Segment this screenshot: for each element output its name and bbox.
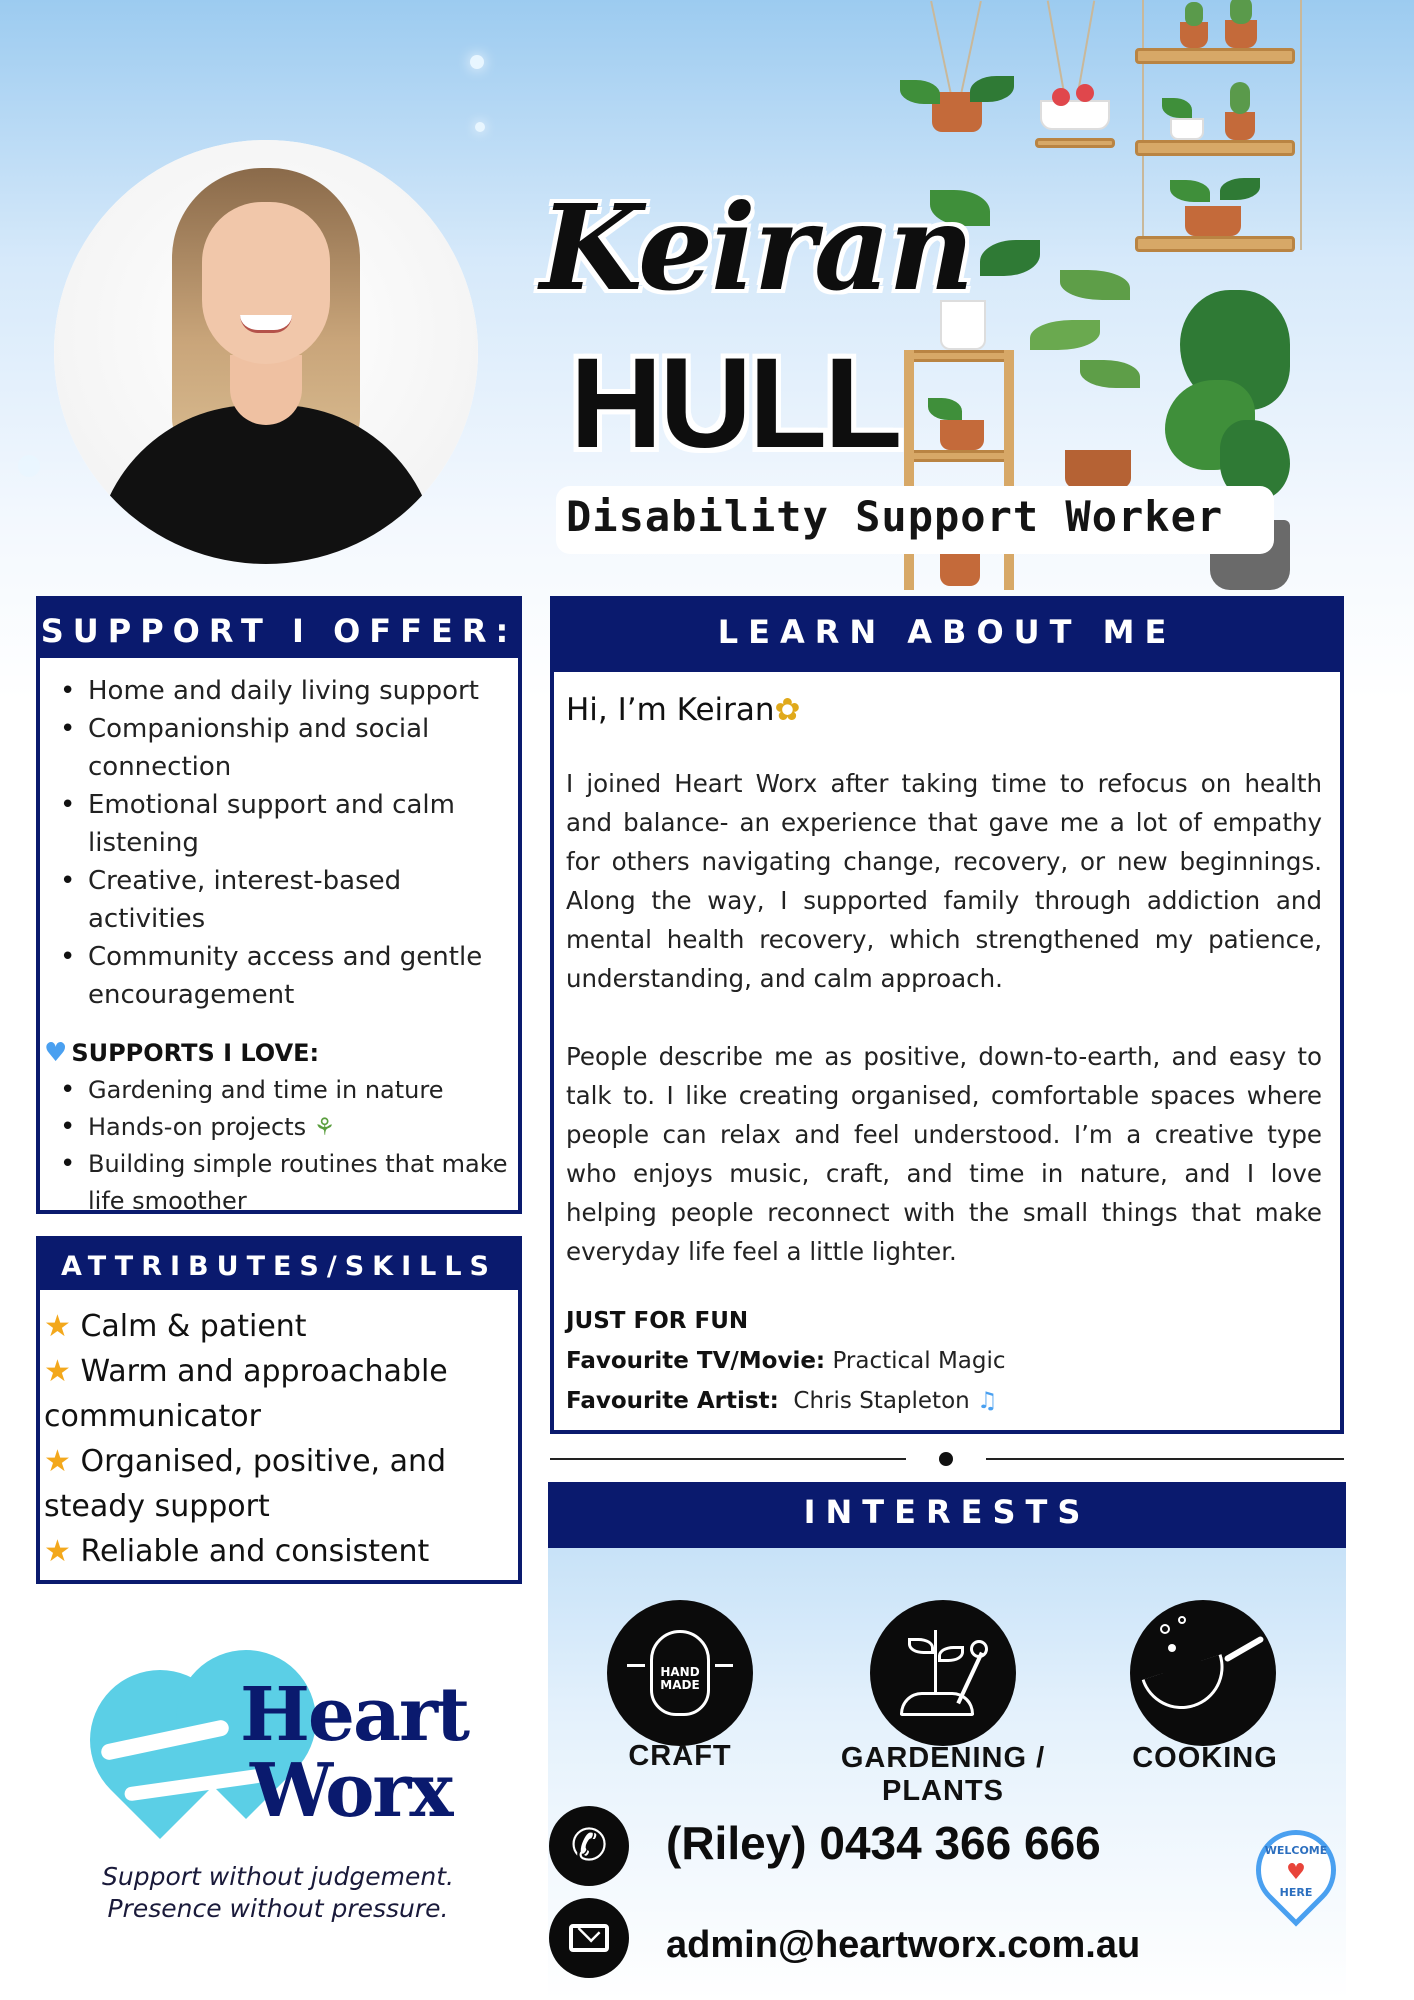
list-item: • Gardening and time in nature	[40, 1072, 508, 1109]
plant-trowel-icon	[870, 1600, 1016, 1746]
brand-name-line1: Heart	[240, 1672, 469, 1758]
fav-tv: Favourite TV/Movie: Practical Magic	[566, 1348, 1006, 1374]
brand-name-line2: Worx	[250, 1748, 452, 1834]
job-title-box	[556, 486, 1274, 554]
job-title: Disability Support Worker	[566, 492, 1224, 541]
attributes-title: ATTRIBUTES/SKILLS	[40, 1240, 518, 1294]
support-offer-list	[40, 672, 508, 1014]
first-name: Keiran	[540, 178, 973, 317]
star-icon: ★	[44, 1534, 71, 1569]
attributes-panel	[36, 1236, 522, 1584]
learn-about-title: LEARN ABOUT ME	[554, 600, 1340, 672]
star-icon: ★	[44, 1444, 71, 1479]
email-address[interactable]: admin@heartworx.com.au	[666, 1924, 1141, 1966]
interests-title: INTERESTS	[548, 1482, 1346, 1548]
profile-photo	[54, 140, 478, 564]
support-offer-panel	[36, 596, 522, 1214]
supports-love-list	[40, 1072, 508, 1220]
learn-paragraph-2: People describe me as positive, down-to-earth, and easy to talk to. I like creating organised, comfortable spaces where people can relax and feel understood. I’m a creative type who enjoys music, craft, and time in nature, and I love helping people reconnect with the small things that make everyday life feel a little lighter.	[566, 1042, 1322, 1266]
welcome-here-badge: WELCOME ♥ HERE	[1256, 1830, 1336, 1940]
list-item: • Building simple routines that make life smoother	[40, 1146, 508, 1220]
greeting: Hi, I’m Keiran✿	[566, 692, 801, 728]
supports-love-title: SUPPORTS I LOVE:	[71, 1039, 320, 1067]
learn-about-panel	[550, 596, 1344, 1434]
fun-title: JUST FOR FUN	[566, 1308, 749, 1334]
bubble-decoration	[18, 455, 40, 477]
seedling-icon: ⚘	[313, 1113, 336, 1141]
bubble-decoration	[470, 55, 484, 69]
last-name: HULL	[570, 332, 900, 475]
interest-label-gardening: GARDENING / PLANTS	[840, 1742, 1046, 1807]
interest-label-cooking: COOKING	[1132, 1742, 1278, 1774]
attribute-item: ★ Warm and approachable communicator	[44, 1354, 448, 1434]
brand-tagline-1: Support without judgement.	[102, 1862, 454, 1891]
star-icon: ★	[44, 1354, 71, 1389]
list-item: • Creative, interest-based activities	[40, 862, 508, 938]
handmade-hand-icon: HAND MADE	[607, 1600, 753, 1746]
learn-paragraph-1: I joined Heart Worx after taking time to refocus on health and balance- an experience that gave me a lot of empathy for others navigating change, recovery, or new beginnings. Along the way, I supported family through addiction and mental health recovery, which strengthened my patience, understanding, and calm approach.	[566, 769, 1322, 993]
wok-icon	[1130, 1600, 1276, 1746]
attribute-item: ★ Organised, positive, and steady support	[44, 1444, 447, 1524]
music-note-icon: ♫	[977, 1388, 998, 1414]
divider-dot	[939, 1452, 953, 1466]
phone-icon: ✆	[549, 1806, 629, 1886]
blue-heart-icon: ♥	[44, 1038, 68, 1068]
attribute-item: ★ Calm & patient	[44, 1309, 307, 1344]
divider-line	[550, 1458, 906, 1460]
sunflower-icon: ✿	[774, 692, 801, 728]
list-item: • Community access and gentle encouragement	[40, 938, 508, 1014]
list-item: • Home and daily living support	[40, 672, 508, 710]
interest-label-craft: CRAFT	[628, 1740, 732, 1772]
list-item: • Companionship and social connection	[40, 710, 508, 786]
attribute-item: ★ Reliable and consistent	[44, 1534, 430, 1569]
email-icon	[549, 1898, 629, 1978]
fav-artist: Favourite Artist: Chris Stapleton ♫	[566, 1388, 998, 1414]
support-offer-title: SUPPORT I OFFER:	[40, 600, 518, 662]
list-item: • Hands-on projects ⚘	[40, 1109, 508, 1146]
brand-tagline-2: Presence without pressure.	[107, 1894, 449, 1923]
star-icon: ★	[44, 1309, 71, 1344]
divider-line	[986, 1458, 1344, 1460]
bubble-decoration	[475, 122, 485, 132]
heart-worx-logo	[80, 1650, 500, 1850]
phone-number[interactable]: (Riley) 0434 366 666	[666, 1817, 1101, 1869]
list-item: • Emotional support and calm listening	[40, 786, 508, 862]
